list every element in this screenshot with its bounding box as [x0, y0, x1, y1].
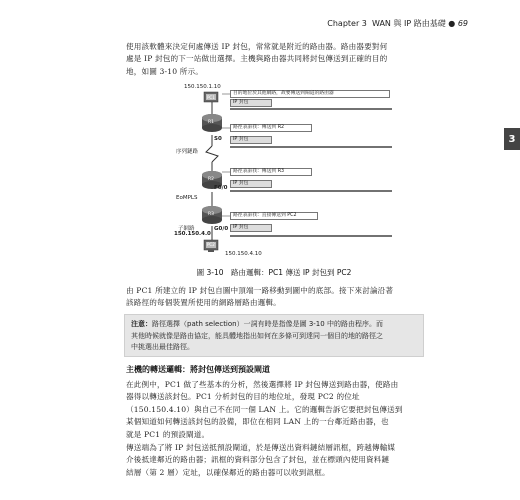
header-bullet: ● — [448, 19, 456, 28]
interface-g0-0: G0/0 — [214, 226, 229, 232]
text-line: 就是 PC1 的預設閘道。 — [126, 429, 210, 439]
step3-packet: IP 封包 — [230, 180, 272, 188]
pc2-ip: 150.150.4.10 — [225, 251, 262, 257]
text-line: 某個知道如何轉送該封包的設備，即位在相同 LAN 上的一台鄰近路由器，也 — [126, 417, 389, 427]
chapter-tab: 3 — [504, 128, 520, 150]
serial-link-label: 序列鏈路 — [176, 149, 199, 155]
eompls-label: EoMPLS — [176, 195, 198, 201]
note-line: 注意：路徑選擇（path selection）一詞有時是指像是圖 3-10 中的路由程序。而 — [131, 320, 383, 328]
note-line: 中挑選出最佳路徑。 — [131, 343, 194, 351]
step2-packet: IP 封包 — [230, 136, 272, 144]
body-paragraph — [126, 285, 422, 310]
pc1-label: PC1 — [207, 95, 215, 100]
text-line: 傳送端為了將 IP 封包送抵預設閘道，於是傳送出資料鏈結層訊框，跨越傳輸媒 — [126, 443, 396, 452]
intro-paragraph — [126, 41, 422, 78]
chapter-title: WAN 與 IP 路由基礎 — [371, 19, 446, 28]
body-paragraph — [126, 379, 422, 441]
subnet-label: 子網路 — [178, 226, 195, 232]
step3-callout: 路徑表訴我：傳送到 R3 — [230, 168, 312, 176]
text-line: 在此例中，PC1 做了些基本的分析，然後選擇將 IP 封包傳送到路由器，使路由 — [126, 380, 399, 389]
step4-callout: 路徑表訴我：直接傳送到 PC2 — [230, 212, 318, 220]
chapter-label: Chapter 3 — [327, 19, 367, 28]
pc1-ip: 150.150.1.10 — [184, 84, 221, 90]
pc2-label: PC2 — [207, 242, 215, 247]
text-line: 使用該軟體來決定何處傳送 IP 封包，常常就是附近的路由器。路由器要對何 — [126, 42, 388, 51]
text-line: 該路徑的每個裝置所使用的網路層路由邏輯。 — [126, 298, 281, 308]
text-line: 地，如圖 3-10 所示。 — [126, 66, 203, 76]
note-box — [124, 314, 424, 357]
text-line: 結層（第 2 層）定址，以確保鄰近的路由器可以收到訊框。 — [126, 467, 330, 477]
router-r3-label: R3 — [208, 212, 214, 217]
step1-callout: 目的地位於其他網路，故要傳送到閘道的路由器 — [230, 90, 390, 98]
step4-packet: IP 封包 — [230, 224, 272, 232]
routing-figure — [130, 80, 420, 263]
text-line: 由 PC1 所建立的 IP 封包自圖中頂端一路移動到圖中的底部。接下來討論沿著 — [126, 286, 394, 295]
note-label: 注意： — [131, 320, 152, 328]
step1-packet: IP 封包 — [230, 99, 272, 107]
subnet-ip: 150.150.4.0 — [174, 231, 211, 237]
page-number: 69 — [457, 19, 468, 28]
text-line: 介後抵達鄰近的路由器；訊框的資料部分包含了封包，並在標頭內使用資料鏈 — [126, 455, 390, 465]
router-r2-label: R2 — [208, 177, 214, 182]
router-r1-label: R1 — [208, 120, 214, 125]
interface-f0-0: F0/0 — [214, 185, 228, 191]
running-header — [327, 18, 468, 29]
text-line: 處是 IP 封包的下一站做出選擇。主機與路由器共同將封包傳送到正確的目的 — [126, 54, 388, 64]
text-line: 器得以轉送該封包。PC1 分析封包的目的地位址，發現 PC2 的位址 — [126, 392, 360, 402]
body-paragraph — [126, 442, 422, 479]
figure-caption: 圖 3-10 路由邏輯：PC1 傳送 IP 封包到 PC2 — [196, 268, 352, 277]
section-heading: 主機的轉送邏輯：將封包傳送到預設閘道 — [126, 365, 270, 374]
step2-callout: 路徑表訴我：傳送到 R2 — [230, 124, 312, 132]
note-line: 其他時候就像是路由協定，能具體地指出如何在多條可到達同一個目的地的路徑之 — [131, 331, 383, 340]
serial-link-zigzag — [206, 146, 218, 162]
interface-s0: S0 — [214, 136, 222, 142]
text-line: （150.150.4.10）與自己不在同一個 LAN 上。它的邏輯告訴它要把封包傳送到 — [126, 404, 403, 414]
